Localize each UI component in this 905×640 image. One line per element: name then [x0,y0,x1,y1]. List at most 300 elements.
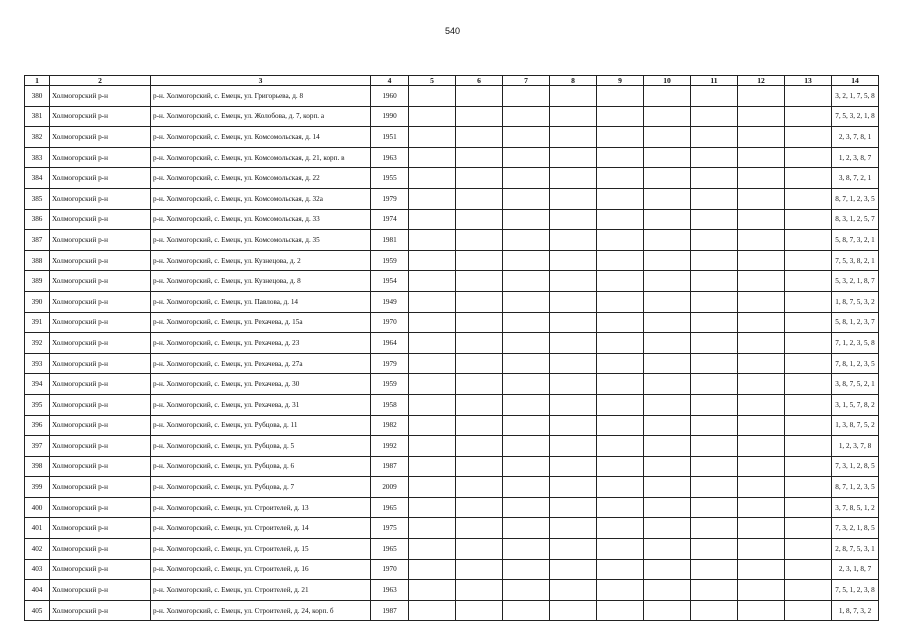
table-row [25,106,879,127]
empty-cell [644,580,691,601]
empty-cell [738,168,785,189]
empty-cell [409,333,456,354]
register-table [24,75,879,621]
row-number-cell: 398 [25,456,50,477]
empty-cell [691,250,738,271]
row-number-cell: 401 [25,518,50,539]
year-cell: 1951 [371,127,409,148]
empty-cell [550,394,597,415]
year-cell: 1955 [371,168,409,189]
empty-cell [503,230,550,251]
empty-cell [738,477,785,498]
row-number-cell: 396 [25,415,50,436]
empty-cell [503,436,550,457]
empty-cell [644,86,691,107]
table-row [25,353,879,374]
empty-cell [456,436,503,457]
column-header: 4 [371,76,409,86]
empty-cell [644,188,691,209]
year-cell: 1964 [371,333,409,354]
year-cell: 1970 [371,559,409,580]
empty-cell [644,394,691,415]
empty-cell [597,518,644,539]
empty-cell [644,353,691,374]
address-cell: р-н. Холмогорский, с. Емецк, ул. Рехачева, д. 30 [151,374,371,395]
empty-cell [691,518,738,539]
table-row [25,250,879,271]
address-cell: р-н. Холмогорский, с. Емецк, ул. Павлова, д. 14 [151,291,371,312]
empty-cell [503,147,550,168]
row-number-cell: 392 [25,333,50,354]
empty-cell [550,600,597,621]
empty-cell [550,539,597,560]
codes-cell: 3, 8, 7, 5, 2, 1 [832,374,879,395]
year-cell: 1975 [371,518,409,539]
empty-cell [785,456,832,477]
codes-cell: 3, 8, 7, 2, 1 [832,168,879,189]
empty-cell [597,600,644,621]
row-number-cell: 387 [25,230,50,251]
codes-cell: 7, 1, 2, 3, 5, 8 [832,333,879,354]
page-number: 540 [444,26,461,36]
row-number-cell: 405 [25,600,50,621]
table-row [25,127,879,148]
district-cell: Холмогорский р-н [50,539,151,560]
empty-cell [738,415,785,436]
empty-cell [785,230,832,251]
empty-cell [456,539,503,560]
table-row [25,394,879,415]
empty-cell [409,456,456,477]
empty-cell [691,477,738,498]
codes-cell: 1, 8, 7, 3, 2 [832,600,879,621]
row-number-cell: 389 [25,271,50,292]
address-cell: р-н. Холмогорский, с. Емецк, ул. Рехачева, д. 23 [151,333,371,354]
empty-cell [503,559,550,580]
year-cell: 1963 [371,580,409,601]
table-row [25,312,879,333]
address-cell: р-н. Холмогорский, с. Емецк, ул. Строителей, д. 15 [151,539,371,560]
address-cell: р-н. Холмогорский, с. Емецк, ул. Рехачева, д. 31 [151,394,371,415]
empty-cell [409,580,456,601]
address-cell: р-н. Холмогорский, с. Емецк, ул. Строителей, д. 21 [151,580,371,601]
empty-cell [550,333,597,354]
empty-cell [644,497,691,518]
empty-cell [691,230,738,251]
empty-cell [503,209,550,230]
empty-cell [597,539,644,560]
empty-cell [785,86,832,107]
empty-cell [644,333,691,354]
empty-cell [597,374,644,395]
table-row [25,230,879,251]
empty-cell [644,127,691,148]
empty-cell [785,580,832,601]
address-cell: р-н. Холмогорский, с. Емецк, ул. Строителей, д. 13 [151,497,371,518]
empty-cell [738,209,785,230]
year-cell: 1992 [371,436,409,457]
empty-cell [456,600,503,621]
empty-cell [785,333,832,354]
empty-cell [597,127,644,148]
year-cell: 1982 [371,415,409,436]
table-row [25,333,879,354]
address-cell: р-н. Холмогорский, с. Емецк, ул. Рубцова, д. 6 [151,456,371,477]
empty-cell [503,106,550,127]
empty-cell [691,86,738,107]
empty-cell [409,271,456,292]
row-number-cell: 397 [25,436,50,457]
codes-cell: 3, 7, 8, 5, 1, 2 [832,497,879,518]
codes-cell: 1, 2, 3, 8, 7 [832,147,879,168]
empty-cell [597,86,644,107]
empty-cell [785,518,832,539]
address-cell: р-н. Холмогорский, с. Емецк, ул. Рехачева, д. 27а [151,353,371,374]
column-header: 2 [50,76,151,86]
empty-cell [550,230,597,251]
empty-cell [550,497,597,518]
empty-cell [503,312,550,333]
empty-cell [691,539,738,560]
empty-cell [738,518,785,539]
district-cell: Холмогорский р-н [50,271,151,292]
column-header: 13 [785,76,832,86]
empty-cell [503,291,550,312]
empty-cell [409,127,456,148]
empty-cell [691,291,738,312]
empty-cell [597,477,644,498]
district-cell: Холмогорский р-н [50,147,151,168]
year-cell: 1949 [371,291,409,312]
empty-cell [644,291,691,312]
column-header: 8 [550,76,597,86]
codes-cell: 3, 2, 1, 7, 5, 8 [832,86,879,107]
district-cell: Холмогорский р-н [50,559,151,580]
empty-cell [738,271,785,292]
empty-cell [550,106,597,127]
empty-cell [456,477,503,498]
column-header: 1 [25,76,50,86]
empty-cell [456,312,503,333]
address-cell: р-н. Холмогорский, с. Емецк, ул. Комсомольская, д. 32а [151,188,371,209]
empty-cell [785,477,832,498]
empty-cell [503,127,550,148]
codes-cell: 7, 5, 3, 2, 1, 8 [832,106,879,127]
table-row [25,415,879,436]
empty-cell [409,250,456,271]
empty-cell [550,127,597,148]
empty-cell [785,559,832,580]
empty-cell [597,168,644,189]
empty-cell [550,477,597,498]
empty-cell [691,333,738,354]
empty-cell [456,353,503,374]
address-cell: р-н. Холмогорский, с. Емецк, ул. Жолобова, д. 7, корп. а [151,106,371,127]
row-number-cell: 388 [25,250,50,271]
column-header: 3 [151,76,371,86]
table-row [25,168,879,189]
empty-cell [503,374,550,395]
empty-cell [597,209,644,230]
empty-cell [503,86,550,107]
empty-cell [785,436,832,457]
empty-cell [409,477,456,498]
empty-cell [691,106,738,127]
empty-cell [738,291,785,312]
codes-cell: 7, 3, 1, 2, 8, 5 [832,456,879,477]
empty-cell [503,600,550,621]
empty-cell [691,168,738,189]
empty-cell [785,415,832,436]
empty-cell [785,106,832,127]
column-header: 9 [597,76,644,86]
empty-cell [691,600,738,621]
row-number-cell: 385 [25,188,50,209]
table-row [25,436,879,457]
address-cell: р-н. Холмогорский, с. Емецк, ул. Кузнецова, д. 8 [151,271,371,292]
empty-cell [644,106,691,127]
empty-cell [550,436,597,457]
empty-cell [550,353,597,374]
empty-cell [597,188,644,209]
year-cell: 1979 [371,188,409,209]
year-cell: 1979 [371,353,409,374]
empty-cell [738,333,785,354]
empty-cell [503,271,550,292]
empty-cell [597,250,644,271]
empty-cell [409,415,456,436]
empty-cell [409,497,456,518]
empty-cell [550,271,597,292]
codes-cell: 7, 3, 2, 1, 8, 5 [832,518,879,539]
empty-cell [503,518,550,539]
table-row [25,497,879,518]
column-header: 11 [691,76,738,86]
empty-cell [597,333,644,354]
table-row [25,291,879,312]
empty-cell [456,518,503,539]
address-cell: р-н. Холмогорский, с. Емецк, ул. Строителей, д. 14 [151,518,371,539]
table-row [25,580,879,601]
address-cell: р-н. Холмогорский, с. Емецк, ул. Комсомольская, д. 35 [151,230,371,251]
address-cell: р-н. Холмогорский, с. Емецк, ул. Кузнецова, д. 2 [151,250,371,271]
row-number-cell: 395 [25,394,50,415]
codes-cell: 7, 5, 1, 2, 3, 8 [832,580,879,601]
empty-cell [409,209,456,230]
address-cell: р-н. Холмогорский, с. Емецк, ул. Строителей, д. 24, корп. б [151,600,371,621]
district-cell: Холмогорский р-н [50,436,151,457]
table-row [25,188,879,209]
empty-cell [456,86,503,107]
district-cell: Холмогорский р-н [50,230,151,251]
empty-cell [456,188,503,209]
codes-cell: 1, 8, 7, 5, 3, 2 [832,291,879,312]
empty-cell [691,271,738,292]
empty-cell [691,580,738,601]
district-cell: Холмогорский р-н [50,86,151,107]
year-cell: 1981 [371,230,409,251]
empty-cell [503,353,550,374]
year-cell: 1954 [371,271,409,292]
empty-cell [409,147,456,168]
empty-cell [738,250,785,271]
table-row [25,456,879,477]
year-cell: 1965 [371,539,409,560]
empty-cell [456,415,503,436]
empty-cell [738,312,785,333]
empty-cell [550,291,597,312]
district-cell: Холмогорский р-н [50,168,151,189]
empty-cell [503,580,550,601]
year-cell: 1965 [371,497,409,518]
empty-cell [785,250,832,271]
empty-cell [738,559,785,580]
empty-cell [644,168,691,189]
empty-cell [691,436,738,457]
row-number-cell: 390 [25,291,50,312]
row-number-cell: 382 [25,127,50,148]
district-cell: Холмогорский р-н [50,353,151,374]
table-row [25,559,879,580]
column-header: 7 [503,76,550,86]
empty-cell [550,559,597,580]
district-cell: Холмогорский р-н [50,580,151,601]
empty-cell [597,415,644,436]
district-cell: Холмогорский р-н [50,106,151,127]
empty-cell [409,518,456,539]
district-cell: Холмогорский р-н [50,188,151,209]
address-cell: р-н. Холмогорский, с. Емецк, ул. Комсомольская, д. 33 [151,209,371,230]
empty-cell [738,497,785,518]
empty-cell [785,209,832,230]
empty-cell [785,497,832,518]
empty-cell [644,271,691,292]
empty-cell [456,394,503,415]
empty-cell [738,456,785,477]
column-header: 5 [409,76,456,86]
table-row [25,374,879,395]
empty-cell [691,188,738,209]
empty-cell [456,106,503,127]
header-row [25,76,879,86]
district-cell: Холмогорский р-н [50,600,151,621]
codes-cell: 8, 3, 1, 2, 5, 7 [832,209,879,230]
table-row [25,209,879,230]
empty-cell [550,415,597,436]
table-row [25,86,879,107]
empty-cell [503,415,550,436]
empty-cell [644,456,691,477]
address-cell: р-н. Холмогорский, с. Емецк, ул. Комсомольская, д. 22 [151,168,371,189]
empty-cell [738,436,785,457]
empty-cell [644,230,691,251]
empty-cell [409,353,456,374]
district-cell: Холмогорский р-н [50,291,151,312]
table-row [25,518,879,539]
empty-cell [503,539,550,560]
empty-cell [644,250,691,271]
empty-cell [691,147,738,168]
year-cell: 1987 [371,456,409,477]
empty-cell [409,230,456,251]
address-cell: р-н. Холмогорский, с. Емецк, ул. Комсомольская, д. 14 [151,127,371,148]
empty-cell [550,147,597,168]
table-row [25,600,879,621]
empty-cell [691,456,738,477]
year-cell: 1974 [371,209,409,230]
empty-cell [409,539,456,560]
empty-cell [409,188,456,209]
empty-cell [644,415,691,436]
empty-cell [597,230,644,251]
column-header: 10 [644,76,691,86]
empty-cell [738,188,785,209]
row-number-cell: 383 [25,147,50,168]
empty-cell [738,580,785,601]
empty-cell [597,106,644,127]
empty-cell [456,230,503,251]
empty-cell [550,312,597,333]
empty-cell [409,291,456,312]
empty-cell [503,497,550,518]
table-row [25,539,879,560]
address-cell: р-н. Холмогорский, с. Емецк, ул. Строителей, д. 16 [151,559,371,580]
address-cell: р-н. Холмогорский, с. Емецк, ул. Рехачева, д. 15а [151,312,371,333]
empty-cell [409,559,456,580]
empty-cell [456,374,503,395]
district-cell: Холмогорский р-н [50,415,151,436]
empty-cell [738,353,785,374]
codes-cell: 2, 3, 7, 8, 1 [832,127,879,148]
district-cell: Холмогорский р-н [50,312,151,333]
row-number-cell: 386 [25,209,50,230]
address-cell: р-н. Холмогорский, с. Емецк, ул. Григорьева, д. 8 [151,86,371,107]
empty-cell [456,209,503,230]
column-header: 6 [456,76,503,86]
empty-cell [738,230,785,251]
district-cell: Холмогорский р-н [50,127,151,148]
empty-cell [644,559,691,580]
row-number-cell: 384 [25,168,50,189]
district-cell: Холмогорский р-н [50,374,151,395]
empty-cell [644,477,691,498]
empty-cell [644,312,691,333]
codes-cell: 5, 3, 2, 1, 8, 7 [832,271,879,292]
empty-cell [785,168,832,189]
address-cell: р-н. Холмогорский, с. Емецк, ул. Рубцова, д. 5 [151,436,371,457]
empty-cell [503,394,550,415]
codes-cell: 5, 8, 7, 3, 2, 1 [832,230,879,251]
empty-cell [785,312,832,333]
column-header: 14 [832,76,879,86]
empty-cell [456,147,503,168]
empty-cell [644,209,691,230]
row-number-cell: 403 [25,559,50,580]
row-number-cell: 393 [25,353,50,374]
district-cell: Холмогорский р-н [50,209,151,230]
codes-cell: 2, 8, 7, 5, 3, 1 [832,539,879,560]
empty-cell [456,580,503,601]
empty-cell [597,312,644,333]
empty-cell [409,106,456,127]
codes-cell: 1, 3, 8, 7, 5, 2 [832,415,879,436]
codes-cell: 7, 5, 3, 8, 2, 1 [832,250,879,271]
district-cell: Холмогорский р-н [50,456,151,477]
empty-cell [785,127,832,148]
empty-cell [550,188,597,209]
empty-cell [785,600,832,621]
empty-cell [691,353,738,374]
